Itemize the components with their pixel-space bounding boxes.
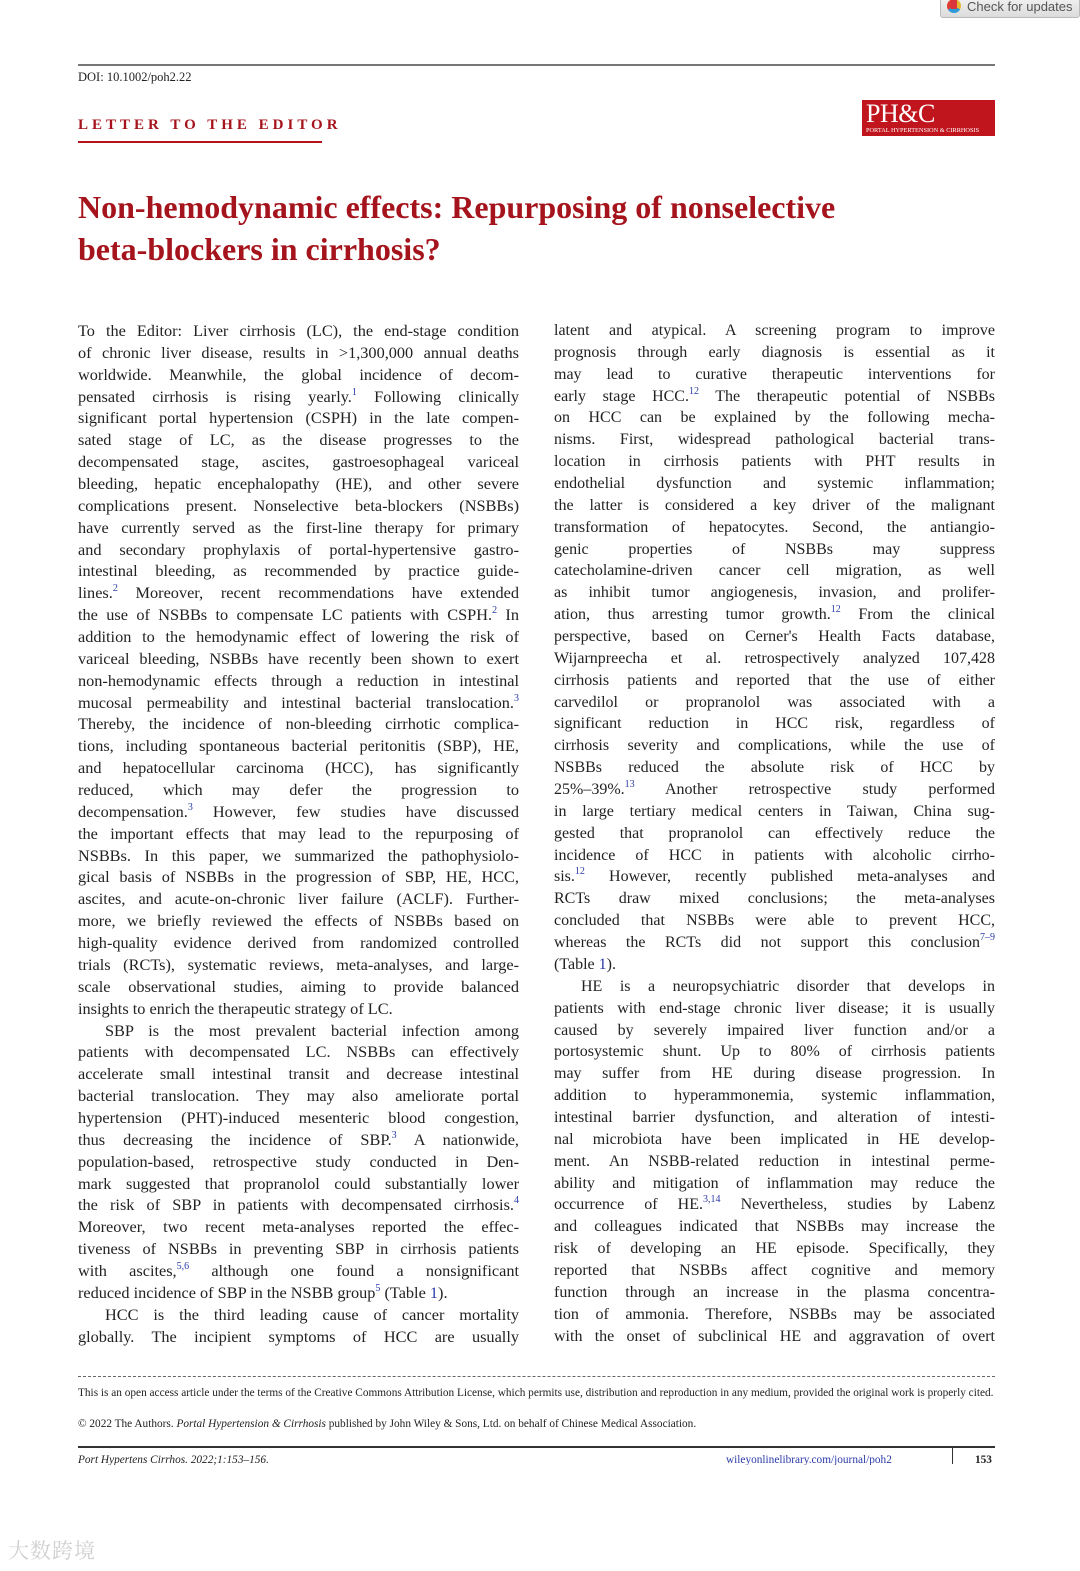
- text-line: [78, 1041, 519, 1063]
- text-run: and secondary prophylaxis of portal-hypertensive gastro-: [78, 539, 519, 559]
- text-run: addition to hyperammonemia, systemic inflammation,: [554, 1087, 995, 1105]
- text-line: [554, 1260, 995, 1282]
- text-run: However, few studies have discussed: [192, 801, 519, 821]
- text-line: [78, 1085, 519, 1107]
- text-line: [78, 1238, 519, 1260]
- text-run: HE is a neuropsychiatric disorder that develops in: [581, 977, 995, 995]
- text-run: globally. The incipient symptoms of HCC are usually: [78, 1326, 519, 1346]
- text-run: Wijarnpreecha et al. retrospectively analyzed 107,428: [554, 649, 995, 667]
- text-run: tiveness of NSBBs in preventing SBP in cirrhosis patients: [78, 1239, 519, 1259]
- copyright-post: published by John Wiley & Sons, Ltd. on behalf of Chinese Medical Association.: [325, 1418, 697, 1430]
- text-line: [554, 539, 995, 561]
- text-run: sated stage of LC, as the disease progresses to the: [78, 430, 519, 450]
- license-text: This is an open access article under the terms of the Creative Commons Attribution License, which permits use, distribution and reproduction in any medium, provided the original work is properly cited.: [78, 1387, 994, 1399]
- text-line: [78, 1063, 519, 1085]
- journal-logo: [862, 100, 995, 136]
- text-line: [78, 954, 519, 976]
- text-run: catecholamine-driven cancer cell migration, as well: [554, 562, 995, 580]
- text-run: sis.: [554, 868, 575, 886]
- text-run: Following clinically: [356, 386, 519, 406]
- text-line: [554, 429, 995, 451]
- reference-link[interactable]: 2: [492, 605, 498, 617]
- text-run: decompensated stage, ascites, gastroesophageal variceal: [78, 452, 519, 472]
- text-run: concluded that NSBBs were able to prevent HCC,: [554, 912, 995, 930]
- text-line: [78, 517, 519, 539]
- text-run: NSBBs. In this paper, we summarized the pathophysiolo-: [78, 845, 519, 865]
- text-run: with the onset of subclinical HE and aggravation of overt: [554, 1327, 995, 1345]
- text-line: [554, 976, 995, 998]
- text-run: intestinal bleeding, as recommended by practice guide-: [78, 561, 519, 581]
- text-run: and colleagues indicated that NSBBs may increase the: [554, 1218, 995, 1236]
- text-line: [554, 386, 995, 408]
- text-run: nisms. First, widespread pathological bacterial trans-: [554, 431, 995, 449]
- text-line: [554, 692, 995, 714]
- logo-sub: PORTAL HYPERTENSION & CIRRHOSIS: [866, 127, 980, 134]
- text-run: Moreover, two recent meta-analyses reported the effec-: [78, 1217, 519, 1237]
- top-rule: [78, 64, 995, 66]
- text-run: Nevertheless, studies by Labenz: [720, 1196, 995, 1214]
- text-run: carvedilol or propranolol was associated with a: [554, 693, 995, 711]
- text-run: ability and mitigation of inflammation may reduce the: [554, 1174, 995, 1192]
- text-run: The therapeutic potential of NSBBs: [698, 387, 995, 405]
- text-line: [554, 866, 995, 888]
- text-run: thus decreasing the incidence of SBP.: [78, 1129, 392, 1149]
- text-run: function through an increase in the plasma concentra-: [554, 1283, 995, 1301]
- text-run: insights to enrich the therapeutic strategy of LC.: [78, 998, 393, 1018]
- reference-link[interactable]: 3: [187, 801, 193, 813]
- text-line: [78, 866, 519, 888]
- text-line: [78, 626, 519, 648]
- reference-link[interactable]: 7–9: [980, 932, 995, 944]
- text-line: [78, 1173, 519, 1195]
- text-line: [554, 1238, 995, 1260]
- text-run: decompensation.: [78, 801, 188, 821]
- text-run: transformation of hepatocytes. Second, the antiangio-: [554, 518, 995, 536]
- text-line: [78, 473, 519, 495]
- text-line: [78, 670, 519, 692]
- footer-divider: [952, 1448, 953, 1464]
- text-line: [554, 954, 995, 976]
- text-line: [554, 495, 995, 517]
- text-run: complications present. Nonselective beta-blockers (NSBBs): [78, 495, 519, 515]
- text-run: In: [497, 605, 519, 625]
- text-line: [78, 779, 519, 801]
- text-run: occurrence of HE.: [554, 1196, 703, 1214]
- body-column-right: [554, 320, 995, 1347]
- text-line: [554, 910, 995, 932]
- text-line: [554, 779, 995, 801]
- text-run: bacterial translocation. They may also ameliorate portal: [78, 1086, 519, 1106]
- text-run: with ascites,: [78, 1260, 177, 1280]
- text-line: [554, 342, 995, 364]
- text-run: gical basis of NSBBs in the progression of SBP, HE, HCC,: [78, 867, 519, 887]
- text-run: pensated cirrhosis is rising yearly.: [78, 386, 352, 406]
- text-run: cirrhosis severity and complications, while the use of: [554, 737, 995, 755]
- text-line: [554, 517, 995, 539]
- text-run: gested that propranolol can effectively reduce the: [554, 824, 995, 842]
- section-label: LETTER TO THE EDITOR: [78, 117, 342, 133]
- reference-link[interactable]: 5: [375, 1282, 381, 1294]
- text-line: [78, 888, 519, 910]
- text-line: [78, 320, 519, 342]
- doi: DOI: 10.1002/poh2.22: [78, 70, 192, 84]
- text-run: high-quality evidence derived from randomized controlled: [78, 933, 519, 953]
- text-line: [554, 670, 995, 692]
- text-line: [554, 1041, 995, 1063]
- text-line: [554, 1304, 995, 1326]
- title-line: Non-hemodynamic effects: Repurposing of nonselective: [78, 189, 836, 225]
- text-run: prognosis through early diagnosis is essential as it: [554, 343, 995, 361]
- text-line: [78, 1326, 519, 1348]
- text-line: [554, 1282, 995, 1304]
- text-line: [554, 757, 995, 779]
- text-line: [78, 910, 519, 932]
- title-line: beta-blockers in cirrhosis?: [78, 231, 441, 267]
- text-line: [554, 407, 995, 429]
- text-line: [78, 451, 519, 473]
- text-run: have currently served as the first-line therapy for primary: [78, 517, 519, 537]
- footer-rule: [78, 1446, 995, 1448]
- text-run: reported that NSBBs affect cognitive and memory: [554, 1261, 995, 1279]
- text-run: hypertension (PHT)-induced mesenteric blood congestion,: [78, 1107, 519, 1127]
- text-line: [78, 386, 519, 408]
- footer-dotted-rule: [78, 1376, 995, 1377]
- text-line: [78, 932, 519, 954]
- check-for-updates-button[interactable]: [940, 0, 1080, 18]
- reference-link[interactable]: 13: [624, 779, 635, 791]
- page-number: 153: [975, 1454, 992, 1465]
- text-line: [78, 560, 519, 582]
- reference-link[interactable]: 12: [688, 385, 699, 397]
- logo-main: PH&C: [866, 99, 935, 128]
- text-run: Moreover, recent recommendations have extended: [117, 583, 519, 603]
- text-line: [554, 888, 995, 910]
- text-run: ation, thus arresting tumor growth.: [554, 606, 831, 624]
- text-line: [78, 1260, 519, 1282]
- text-line: [78, 998, 519, 1020]
- text-line: [554, 1129, 995, 1151]
- text-run: the important effects that may lead to the repurposing of: [78, 823, 519, 843]
- text-run: Thereby, the incidence of non-bleeding cirrhotic complica-: [78, 714, 519, 734]
- text-run: on HCC can be explained by the following mecha-: [554, 409, 995, 427]
- text-run: addition to the hemodynamic effect of lowering the risk of: [78, 627, 519, 647]
- text-line: [554, 1020, 995, 1042]
- reference-link[interactable]: 3: [514, 692, 519, 704]
- text-run: ment. An NSBB-related reduction in intestinal perme-: [554, 1152, 995, 1170]
- text-run: significant portal hypertension (CSPH) in the late compen-: [78, 408, 519, 428]
- text-line: [554, 560, 995, 582]
- text-run: ).: [438, 1282, 448, 1302]
- text-run: lines.: [78, 583, 113, 603]
- text-run: reduced, which may defer the progression to: [78, 780, 519, 800]
- text-run: non-hemodynamic effects through a reduction in intestinal: [78, 670, 519, 690]
- text-line: [78, 407, 519, 429]
- article-title: [78, 186, 978, 270]
- text-run: (Table: [380, 1282, 430, 1302]
- text-run: From the clinical: [840, 606, 995, 624]
- text-run: RCTs draw mixed conclusions; the meta-analyses: [554, 890, 995, 908]
- reference-link[interactable]: 1: [351, 386, 357, 398]
- copyright: [78, 1418, 696, 1430]
- reference-link[interactable]: 3,14: [703, 1194, 721, 1206]
- text-run: of chronic liver disease, results in >1,300,000 annual deaths: [78, 342, 519, 362]
- text-line: [554, 626, 995, 648]
- text-line: [554, 451, 995, 473]
- text-run: patients with decompensated LC. NSBBs can effectively: [78, 1042, 519, 1062]
- text-line: [554, 1151, 995, 1173]
- reference-link[interactable]: 5,6: [176, 1260, 190, 1272]
- reference-link[interactable]: 12: [574, 866, 585, 878]
- text-line: [78, 648, 519, 670]
- text-run: worldwide. Meanwhile, the global incidence of decom-: [78, 364, 519, 384]
- text-line: [78, 845, 519, 867]
- text-run: the latter is considered a key driver of the malignant: [554, 496, 995, 514]
- reference-link[interactable]: 2: [112, 583, 118, 595]
- text-line: [554, 648, 995, 670]
- citation: Port Hypertens Cirrhos. 2022;1:153–156.: [78, 1454, 269, 1465]
- text-run: risk of developing an HE episode. Specifically, they: [554, 1240, 995, 1258]
- text-line: [554, 1173, 995, 1195]
- text-line: [78, 692, 519, 714]
- text-line: [78, 1129, 519, 1151]
- text-line: [78, 1151, 519, 1173]
- text-run: may lead to curative therapeutic interventions for: [554, 365, 995, 383]
- reference-link[interactable]: 3: [391, 1129, 397, 1141]
- reference-link[interactable]: 12: [830, 604, 841, 616]
- text-line: [554, 998, 995, 1020]
- text-line: [78, 1282, 519, 1304]
- text-run: ).: [606, 955, 616, 973]
- text-line: [554, 1107, 995, 1129]
- text-line: [78, 539, 519, 561]
- text-run: whereas the RCTs did not support this conclusion: [554, 934, 980, 952]
- text-line: [78, 604, 519, 626]
- text-run: latent and atypical. A screening program to improve: [554, 322, 995, 339]
- text-line: [78, 735, 519, 757]
- text-run: in large tertiary medical centers in Taiwan, China sug-: [554, 802, 995, 820]
- text-run: significant reduction in HCC risk, regardless of: [554, 715, 995, 733]
- text-run: HCC is the third leading cause of cancer mortality: [105, 1304, 519, 1324]
- text-line: [554, 735, 995, 757]
- text-line: [78, 801, 519, 823]
- text-run: nal microbiota have been implicated in HE develop-: [554, 1130, 995, 1148]
- text-run: scale observational studies, aiming to provide balanced: [78, 976, 519, 996]
- text-run: the use of NSBBs to compensate LC patients with CSPH.: [78, 605, 493, 625]
- text-run: bleeding, hepatic encephalopathy (HE), and other severe: [78, 474, 519, 494]
- text-run: tion of ammonia. Therefore, NSBBs may be associated: [554, 1305, 995, 1323]
- reference-link[interactable]: 4: [514, 1195, 519, 1207]
- text-line: [554, 801, 995, 823]
- text-run: portosystemic shunt. Up to 80% of cirrhosis patients: [554, 1043, 995, 1061]
- text-run: mucosal permeability and intestinal bacterial translocation.: [78, 692, 514, 712]
- text-run: (Table: [554, 955, 599, 973]
- text-run: patients with end-stage chronic liver disease; it is usually: [554, 999, 995, 1017]
- text-line: [78, 1216, 519, 1238]
- body-column-left: [78, 320, 519, 1347]
- copyright-journal: Portal Hypertension & Cirrhosis: [176, 1418, 326, 1430]
- text-run: mark suggested that propranolol could substantially lower: [78, 1173, 519, 1193]
- text-run: population-based, retrospective study conducted in Den-: [78, 1151, 519, 1171]
- text-line: [554, 1085, 995, 1107]
- text-line: [78, 976, 519, 998]
- text-line: [554, 713, 995, 735]
- text-run: reduced incidence of SBP in the NSBB group: [78, 1282, 376, 1302]
- text-run: and hepatocellular carcinoma (HCC), has significantly: [78, 758, 519, 778]
- text-line: [78, 713, 519, 735]
- text-run: SBP is the most prevalent bacterial infection among: [105, 1020, 519, 1040]
- table-link[interactable]: 1: [429, 1282, 439, 1302]
- text-line: [554, 823, 995, 845]
- text-run: as inhibit tumor angiogenesis, invasion, and prolifer-: [554, 584, 995, 602]
- text-line: [78, 582, 519, 604]
- copyright-pre: © 2022 The Authors.: [78, 1418, 177, 1430]
- text-line: [78, 364, 519, 386]
- text-run: ascites, and acute-on-chronic liver failure (ACLF). Further-: [78, 889, 519, 909]
- text-line: [78, 823, 519, 845]
- text-run: caused by severely impaired liver function and/or a: [554, 1021, 995, 1039]
- table-link[interactable]: 1: [598, 955, 607, 973]
- text-run: cirrhosis patients and reported that the use of either: [554, 671, 995, 689]
- text-line: [78, 342, 519, 364]
- text-run: trials (RCTs), systematic reviews, meta-analyses, and large-: [78, 954, 519, 974]
- text-line: [554, 364, 995, 386]
- text-run: location in cirrhosis patients with PHT results in: [554, 453, 995, 471]
- text-run: To the Editor: Liver cirrhosis (LC), the end-stage condition: [78, 321, 519, 340]
- text-run: A nationwide,: [396, 1129, 519, 1149]
- text-run: endothelial dysfunction and systemic inflammation;: [554, 475, 995, 493]
- text-run: 25%–39%.: [554, 781, 625, 799]
- text-run: more, we briefly reviewed the effects of NSBBs based on: [78, 911, 519, 931]
- text-run: variceal bleeding, NSBBs have recently been shown to exert: [78, 648, 519, 668]
- text-line: [78, 1107, 519, 1129]
- text-run: the risk of SBP in patients with decompensated cirrhosis.: [78, 1195, 514, 1215]
- text-run: intestinal barrier dysfunction, and alteration of intesti-: [554, 1108, 995, 1126]
- text-run: tions, including spontaneous bacterial peritonitis (SBP), HE,: [78, 736, 519, 756]
- section-underline: [78, 141, 322, 143]
- text-run: perspective, based on Cerner's Health Facts database,: [554, 628, 995, 646]
- text-run: Another retrospective study performed: [634, 781, 995, 799]
- text-run: However, recently published meta-analyses and: [584, 868, 995, 886]
- journal-url-link[interactable]: wileyonlinelibrary.com/journal/poh2: [726, 1454, 892, 1465]
- crossmark-icon: [947, 0, 961, 13]
- watermark-logo: 大数跨境: [8, 1539, 96, 1563]
- text-line: [78, 495, 519, 517]
- text-line: [554, 604, 995, 626]
- text-line: [78, 1304, 519, 1326]
- text-line: [78, 757, 519, 779]
- text-line: [554, 1326, 995, 1348]
- text-line: [554, 473, 995, 495]
- text-run: genic properties of NSBBs may suppress: [554, 540, 995, 558]
- text-line: [78, 1194, 519, 1216]
- text-run: although one found a nonsignificant: [189, 1260, 519, 1280]
- text-line: [554, 1194, 995, 1216]
- text-run: early stage HCC.: [554, 387, 689, 405]
- text-line: [78, 1020, 519, 1042]
- text-run: accelerate small intestinal transit and decrease intestinal: [78, 1064, 519, 1084]
- text-run: may suffer from HE during disease progression. In: [554, 1065, 995, 1083]
- text-line: [554, 1216, 995, 1238]
- text-line: [554, 582, 995, 604]
- check-for-updates-label: Check for updates: [967, 0, 1073, 14]
- text-line: [78, 429, 519, 451]
- text-line: [554, 932, 995, 954]
- text-line: [554, 845, 995, 867]
- text-run: incidence of HCC in patients with alcoholic cirrho-: [554, 846, 995, 864]
- text-run: NSBBs reduced the absolute risk of HCC by: [554, 759, 995, 777]
- text-line: [554, 1063, 995, 1085]
- text-line: [554, 320, 995, 342]
